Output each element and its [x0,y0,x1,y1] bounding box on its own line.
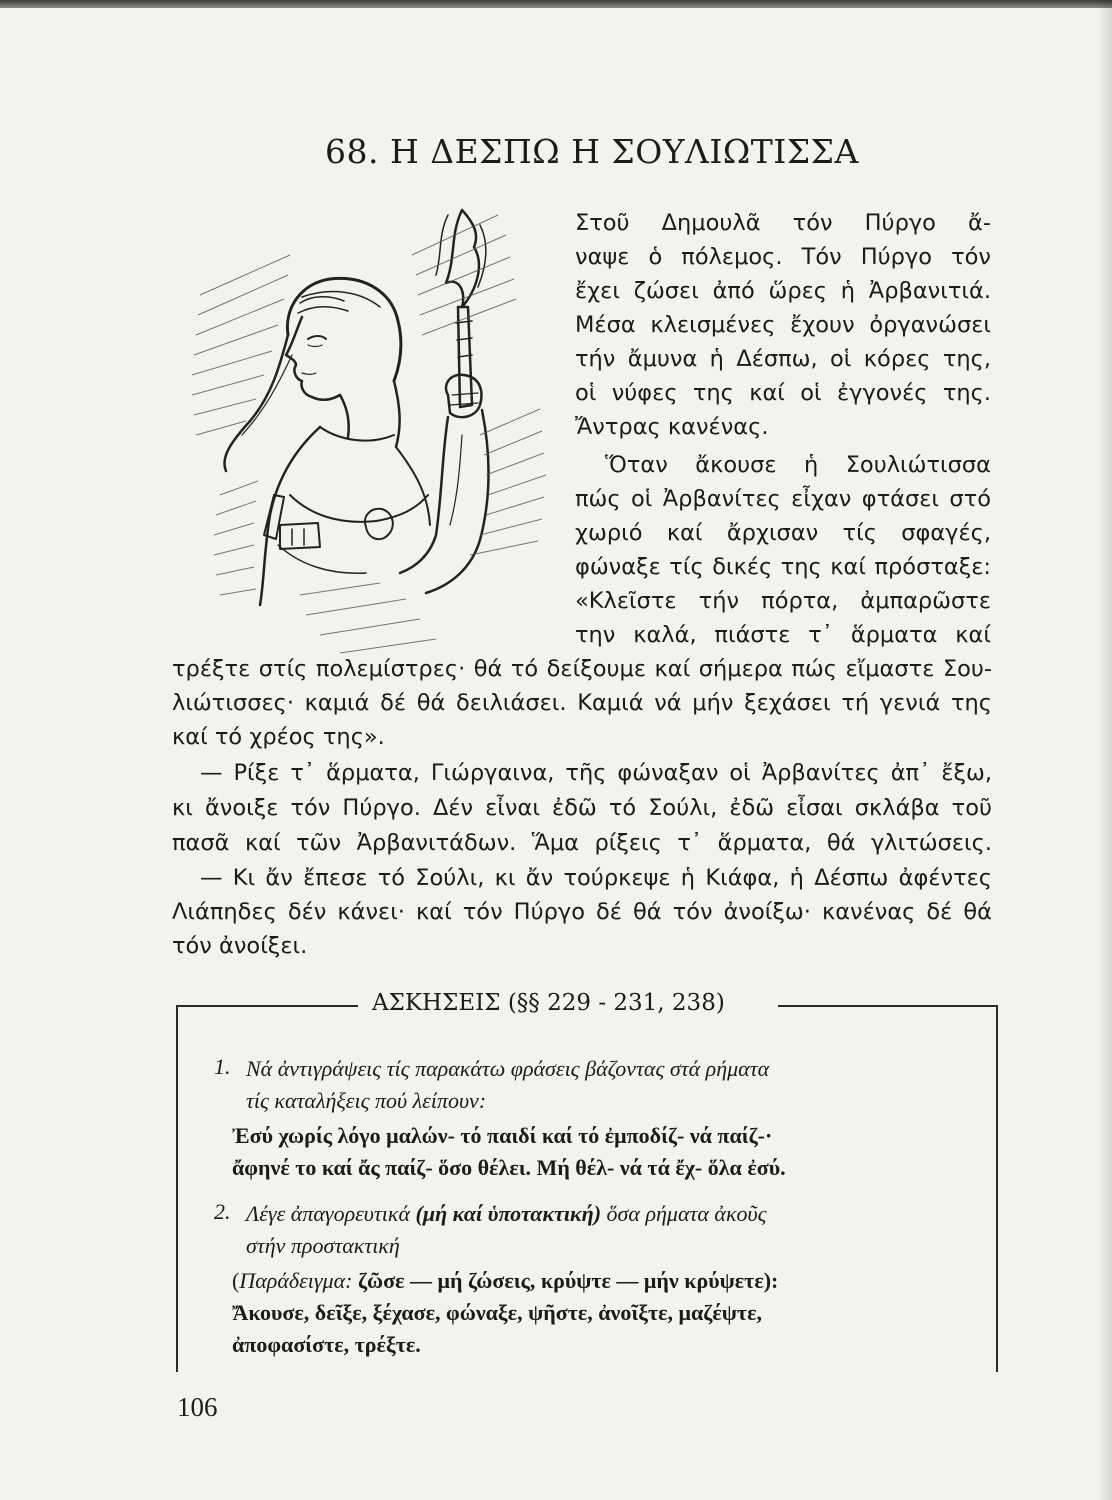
text-line: Λιάπηδες δέν κάνει· καί τόν Πύργο δέ θά τόν ἀνοίξω· κανένας δέ θά [172,899,992,925]
text-line: Ὅταν ἄκουσε ἡ Σουλιώτισσα [605,452,991,478]
text-line: Ἄντρας κανένας. [575,414,769,440]
exercise-text: ἄφηνέ το καί ἄς παίζ- ὅσο θέλει. Μή θέλ- νά τά ἔχ- ὅλα ἐσύ. [232,1155,786,1180]
text-line: — Κι ἄν ἔπεσε τό Σούλι, κι ἄν τούρκεψε ἡ Κιάφα, ἡ Δέσπω ἀφέντες [200,865,992,891]
exercises-title: ΑΣΚΗΣΕΙΣ (§§ 229 - 231, 238) [372,990,725,1016]
exercise-instruction: Νά ἀντιγράψεις τίς παρακάτω φράσεις βάζοντας στά ρήματα [246,1056,770,1081]
exercise-instruction: στήν προστακτική [246,1233,400,1258]
text-line: χωριό καί ἄρχισαν τίς σφαγές, [575,520,991,546]
text-line: πασᾶ καί τῶν Ἀρβανιτάδων. Ἅμα ρίξεις τ᾽ ἅρματα, θά γλιτώσεις. [172,830,992,856]
text-line: την καλά, πιάστε τ᾽ ἅρματα καί [575,622,991,648]
text-line: τρέξτε στίς πολεμίστρες· θά τό δείξουμε καί σήμερα πώς εἴμαστε Σου- [172,656,992,682]
scan-top-edge [0,0,1112,8]
page-number: 106 [177,1392,218,1422]
text-line: Στοῦ Δημουλᾶ τόν Πύργο ἄ- [575,210,991,236]
text-line: Μέσα κλεισμένες ἔχουν ὀργανώσει [575,312,991,338]
text-line: κι ἄνοιξε τόν Πύργο. Δέν εἶναι ἐδῶ τό Σούλι, ἐδῶ εἶσαι σκλάβα τοῦ [172,795,992,821]
text-line: οἱ νύφες της καί οἱ ἐγγονές της. [575,380,991,406]
text-line: ἔχει ζώσει ἀπό ὥρες ἡ Ἀρβανιτιά. [575,278,991,304]
text-line: τόν ἀνοίξει. [172,933,308,959]
lesson-title: 68. Η ΔΕΣΠΩ Η ΣΟΥΛΙΩΤΙΣΣΑ [325,132,859,171]
exercise-number: 1. [214,1054,231,1079]
exercise-instruction: Λέγε ἀπαγορευτικά (μή καί ὑποτακτική) ὅσα ρήματα ἀκοῦς [246,1201,767,1226]
text-line: λιώτισσες· καμιά δέ θά δειλιάσει. Καμιά νά μήν ξεχάσει τή γενιά της [172,690,992,716]
text-line: φώναξε τίς δικές της καί πρόσταξε: [575,554,991,580]
text-line: τήν ἄμυνα ἡ Δέσπω, οἱ κόρες της, [575,346,991,372]
exercise-number: 2. [214,1199,231,1224]
text-line: ναψε ὁ πόλεμος. Τόν Πύργο τόν [575,244,991,270]
exercise-text: ἀποφασίστε, τρέξτε. [232,1332,421,1357]
exercise-example: (Παράδειγμα: ζῶσε — μή ζώσεις, κρύψτε — μήν κρύψετε): [232,1268,779,1293]
exercise-instruction: τίς καταλήξεις πού λείπουν: [246,1088,487,1113]
text-line: πώς οἱ Ἀρβανίτες εἶχαν φτάσει στό [575,486,991,512]
text-line: «Κλεῖστε τήν πόρτα, ἀμπαρῶστε [575,588,991,614]
exercise-text: Ἄκουσε, δεῖξε, ξέχασε, φώναξε, ψῆστε, ἀνοῖξτε, μαζέψτε, [232,1300,762,1325]
text-line: — Ρίξε τ᾽ ἅρματα, Γιώργαινα, τῆς φώναξαν οἱ Ἀρβανίτες ἀπ᾽ ἔξω, [200,760,992,786]
scan-right-shadow [1098,0,1112,1500]
woman-with-torch-illustration [180,195,580,670]
exercise-text: Ἐσύ χωρίς λόγο μαλών- τό παιδί καί τό ἐμποδίζ- νά παίζ-· [232,1123,773,1148]
text-line: καί τό χρέος της». [172,724,385,750]
